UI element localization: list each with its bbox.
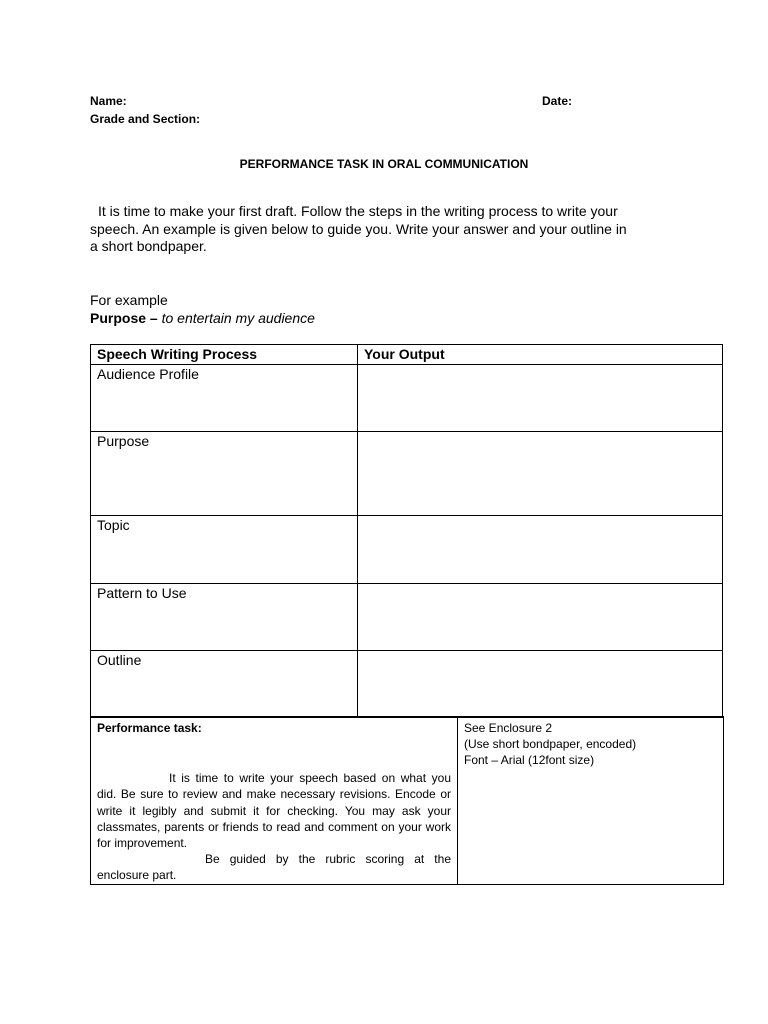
task-heading: Performance task: — [97, 721, 202, 735]
output-cell[interactable] — [358, 516, 723, 584]
task-paragraph-text: Be guided by the rubric scoring at the enclosure part. — [97, 852, 451, 883]
intro-line: speech. An example is given below to guide you. Write your answer and your outline in — [90, 220, 627, 237]
enclosure-line: Font – Arial (12font size) — [464, 753, 595, 768]
speech-process-table — [90, 344, 723, 717]
performance-task-table — [90, 716, 724, 885]
process-label: Pattern to Use — [91, 584, 358, 651]
enclosure-cell — [458, 717, 724, 884]
task-instructions-cell — [91, 717, 458, 884]
task-paragraph — [97, 851, 451, 883]
task-paragraph — [97, 770, 451, 851]
intro-line: It is time to make your first draft. Follow the steps in the writing process to write your — [98, 203, 618, 219]
example-purpose — [90, 310, 315, 326]
table-row — [91, 516, 723, 584]
process-label: Outline — [91, 651, 358, 717]
table-row — [91, 651, 723, 717]
process-label: Purpose — [91, 432, 358, 516]
task-paragraph-text: It is time to write your speech based on what you did. Be sure to review and make necessary revisions. Encode or write it legibly and submit it for checking. You may ask your classmates, parents or friends to read and comment on your work for improvement. — [97, 771, 451, 851]
process-label: Topic — [91, 516, 358, 584]
purpose-label: Purpose – — [90, 310, 158, 326]
column-header: Speech Writing Process — [91, 345, 358, 365]
table-header-row — [91, 345, 723, 365]
intro-line: a short bondpaper. — [90, 238, 207, 254]
example-label: For example — [90, 292, 168, 308]
output-cell[interactable] — [358, 651, 723, 717]
document-title: PERFORMANCE TASK IN ORAL COMMUNICATION — [239, 157, 529, 171]
table-row — [91, 584, 723, 651]
process-label: Audience Profile — [91, 365, 358, 432]
output-cell[interactable] — [358, 432, 723, 516]
table-row — [91, 717, 724, 884]
output-cell[interactable] — [358, 584, 723, 651]
enclosure-line: (Use short bondpaper, encoded) — [464, 737, 637, 752]
date-label: Date: — [542, 94, 573, 108]
purpose-value: to entertain my audience — [161, 310, 315, 326]
intro-paragraph — [90, 203, 690, 256]
name-label: Name: — [90, 94, 127, 108]
enclosure-line: See Enclosure 2 — [464, 721, 553, 735]
grade-section-label: Grade and Section: — [90, 112, 201, 126]
output-cell[interactable] — [358, 365, 723, 432]
column-header: Your Output — [358, 345, 723, 365]
table-row — [91, 365, 723, 432]
table-row — [91, 432, 723, 516]
